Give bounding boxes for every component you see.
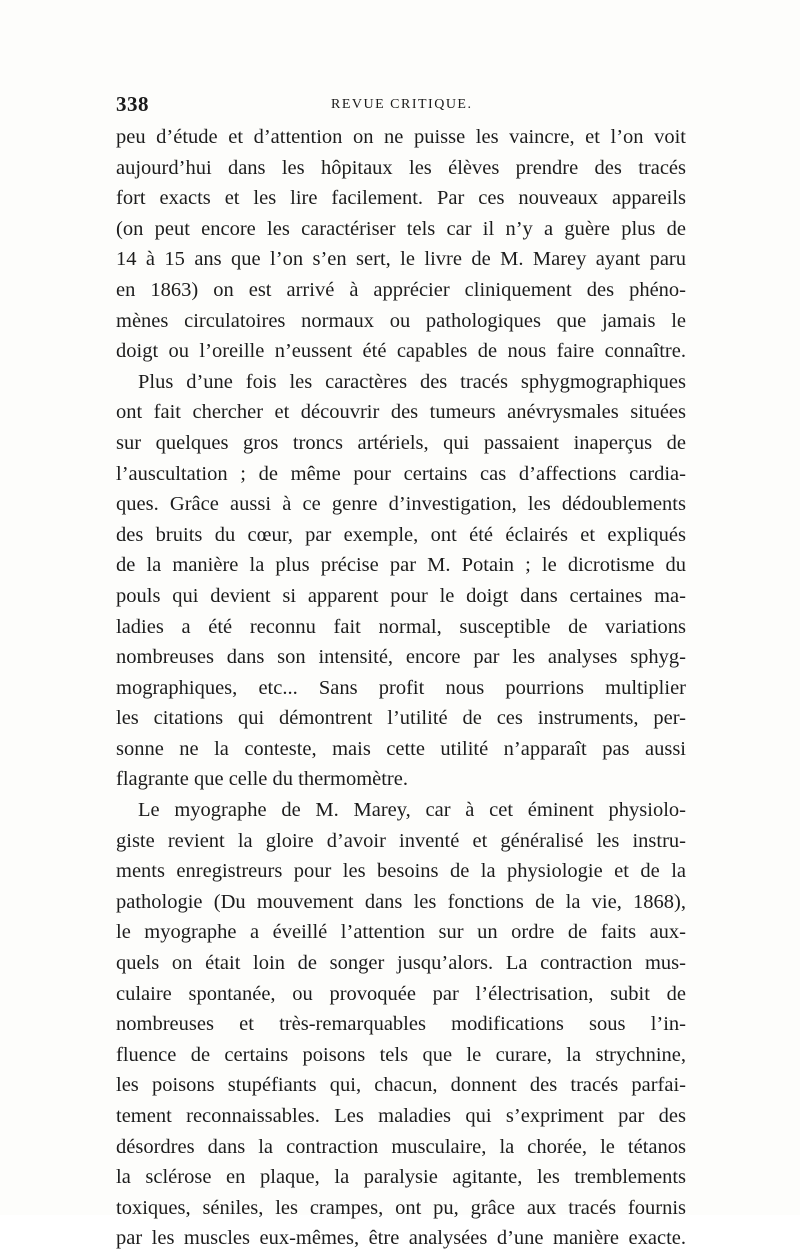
text-line: pouls qui devient si apparent pour le doigt dans certaines ma-	[116, 584, 686, 607]
text-line: (on peut encore les caractériser tels car il n’y a guère plus de	[116, 217, 686, 240]
page-header	[116, 92, 686, 118]
text-line: giste revient la gloire d’avoir inventé et généralisé les instru-	[116, 829, 686, 852]
text-line: quels on était loin de songer jusqu’alors. La contraction mus-	[116, 952, 686, 975]
text-line: les poisons stupéfiants qui, chacun, donnent des tracés parfai-	[116, 1074, 686, 1097]
text-line: l’auscultation ; de même pour certains cas d’affections cardia-	[116, 462, 686, 485]
text-line: aujourd’hui dans les hôpitaux les élèves prendre des tracés	[116, 156, 686, 179]
text-line: par les muscles eux-mêmes, être analysées d’une manière exacte.	[116, 1227, 686, 1250]
text-line: peu d’étude et d’attention on ne puisse les vaincre, et l’on voit	[116, 126, 686, 148]
text-line: fluence de certains poisons tels que le curare, la strychnine,	[116, 1043, 686, 1066]
text-line: les citations qui démontrent l’utilité de ces instruments, per-	[116, 707, 686, 730]
text-line: le myographe a éveillé l’attention sur un ordre de faits aux-	[116, 921, 686, 944]
text-line: en 1863) on est arrivé à apprécier cliniquement des phéno-	[116, 278, 686, 301]
text-line: pathologie (Du mouvement dans les fonctions de la vie, 1868),	[116, 890, 686, 913]
paragraph-end-line: flagrante que celle du thermomètre.	[116, 768, 408, 791]
text-line: 14 à 15 ans que l’on s’en sert, le livre de M. Marey ayant paru	[116, 248, 686, 271]
text-line: fort exacts et les lire facilement. Par ces nouveaux appareils	[116, 187, 686, 210]
text-line: tement reconnaissables. Les maladies qui s’expriment par des	[116, 1105, 686, 1127]
running-title: REVUE CRITIQUE.	[331, 97, 473, 112]
text-line: mographiques, etc... Sans profit nous pourrions multiplier	[116, 676, 686, 699]
body-text	[116, 122, 686, 1254]
text-line: nombreuses et très-remarquables modifications sous l’in-	[116, 1013, 686, 1036]
paragraph-start-line: Le myographe de M. Marey, car à cet éminent physiolo-	[138, 799, 686, 822]
text-line: de la manière la plus précise par M. Potain ; le dicrotisme du	[116, 554, 686, 577]
text-line: ladies a été reconnu fait normal, susceptible de variations	[116, 615, 686, 638]
page-number: 338	[116, 92, 149, 116]
text-line: des bruits du cœur, par exemple, ont été éclairés et expliqués	[116, 523, 686, 546]
text-line: la sclérose en plaque, la paralysie agitante, les tremblements	[116, 1166, 686, 1189]
text-line: ont fait chercher et découvrir des tumeurs anévrysmales situées	[116, 401, 686, 424]
text-line: ques. Grâce aussi à ce genre d’investigation, les dédoublements	[116, 493, 686, 516]
text-line: culaire spontanée, ou provoquée par l’électrisation, subit de	[116, 982, 686, 1005]
paragraph-start-line: Plus d’une fois les caractères des tracés sphygmographiques	[138, 370, 686, 393]
text-line: toxiques, séniles, les crampes, ont pu, grâce aux tracés fournis	[116, 1196, 686, 1219]
text-line: mènes circulatoires normaux ou pathologiques que jamais le	[116, 309, 686, 332]
text-line: sur quelques gros troncs artériels, qui passaient inaperçus de	[116, 431, 686, 454]
text-line: désordres dans la contraction musculaire, la chorée, le tétanos	[116, 1135, 686, 1158]
text-line: ments enregistreurs pour les besoins de la physiologie et de la	[116, 860, 686, 883]
text-line: nombreuses dans son intensité, encore par les analyses sphyg-	[116, 646, 686, 669]
text-line: doigt ou l’oreille n’eussent été capables de nous faire connaître.	[116, 340, 686, 363]
text-line: sonne ne la conteste, mais cette utilité n’apparaît pas aussi	[116, 737, 686, 760]
